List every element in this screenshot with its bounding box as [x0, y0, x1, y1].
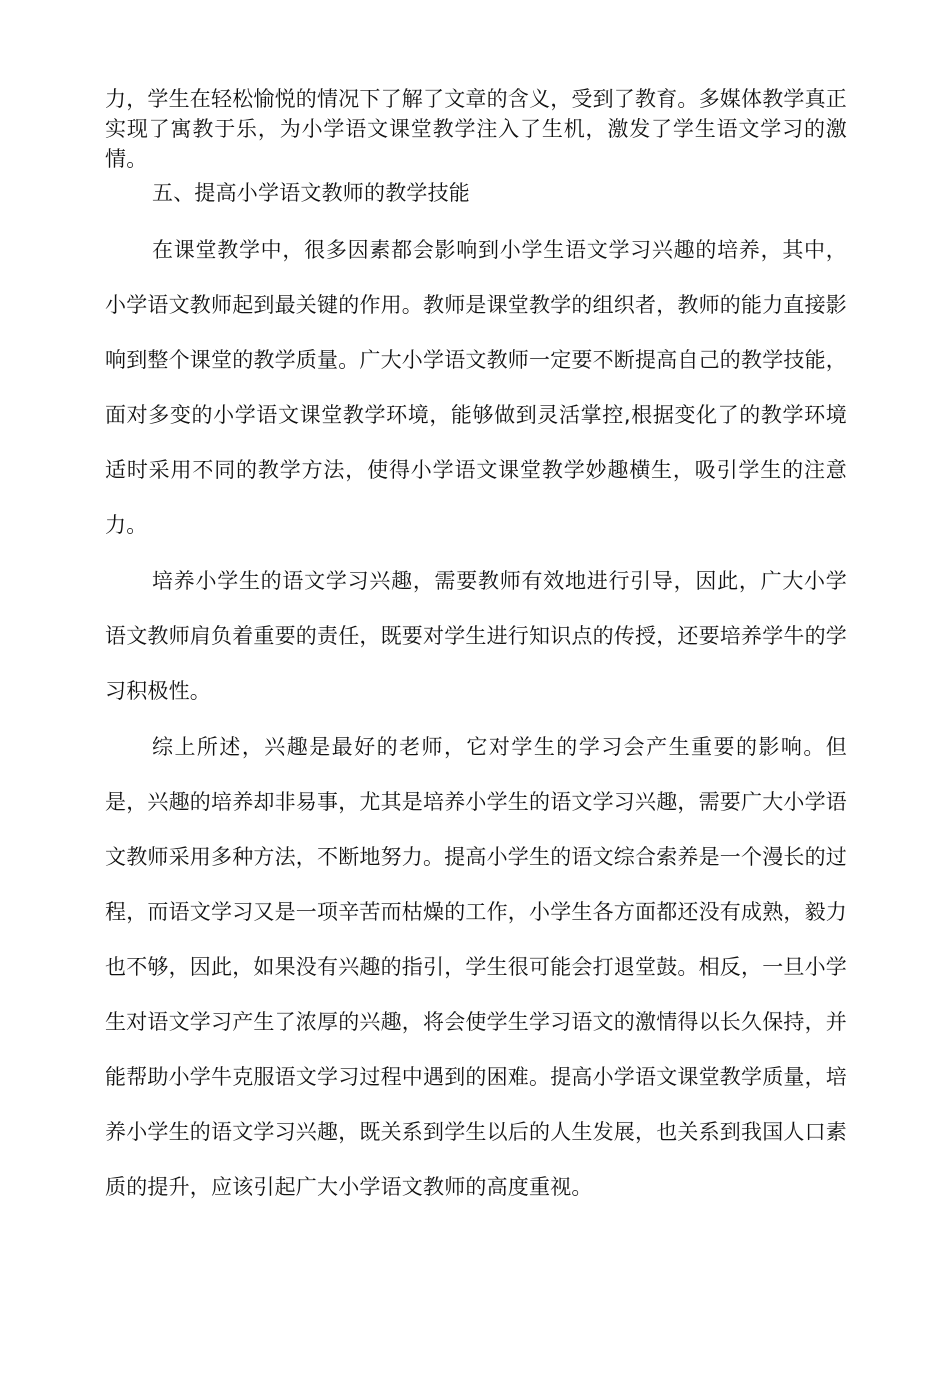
paragraph-multimedia-conclusion: 力，学生在轻松愉悦的情况下了解了文章的含义，受到了教育。多媒体教学真正实现了寓教于乐，为小学语文课堂教学注入了生机，激发了学生语文学习的激情。: [105, 87, 847, 171]
paragraph-guidance: 培养小学生的语文学习兴趣，需要教师有效地进行引导，因此，广大小学语文教师肩负着重要的责任，既要对学生进行知识点的传授，还要培养学牛的学习积极性。: [105, 569, 847, 703]
paragraph-teacher-skills: 在课堂教学中，很多因素都会影响到小学生语文学习兴趣的培养，其中，小学语文教师起到最关键的作用。教师是课堂教学的组织者，教师的能力直接影响到整个课堂的教学质量。广大小学语文教师一定要不断提高自己的教学技能，面对多变的小学语文课堂教学环境，能够做到灵活掌控,根据变化了的教学环境适时采用不同的教学方法，使得小学语文课堂教学妙趣横生，吸引学生的注意力。: [105, 238, 847, 537]
paragraph-summary: 综上所述，兴趣是最好的老师，它对学生的学习会产生重要的影响。但是，兴趣的培养却非易事，尤其是培养小学生的语文学习兴趣，需要广大小学语文教师采用多种方法，不断地努力。提高小学生的语文综合索养是一个漫长的过程，而语文学习又是一项辛苦而枯燥的工作，小学生各方面都还没有成熟，毅力也不够，因此，如果没有兴趣的指引，学生很可能会打退堂鼓。相反，一旦小学生对语文学习产生了浓厚的兴趣，将会使学生学习语文的激情得以长久保持，并能帮助小学牛克服语文学习过程中遇到的困难。提高小学语文课堂教学质量，培养小学生的语文学习兴趣，既关系到学生以后的人生发展，也关系到我国人口素质的提升，应该引起广大小学语文教师的高度重视。: [105, 735, 847, 1199]
section-heading: 五、提高小学语文教师的教学技能: [152, 181, 470, 205]
